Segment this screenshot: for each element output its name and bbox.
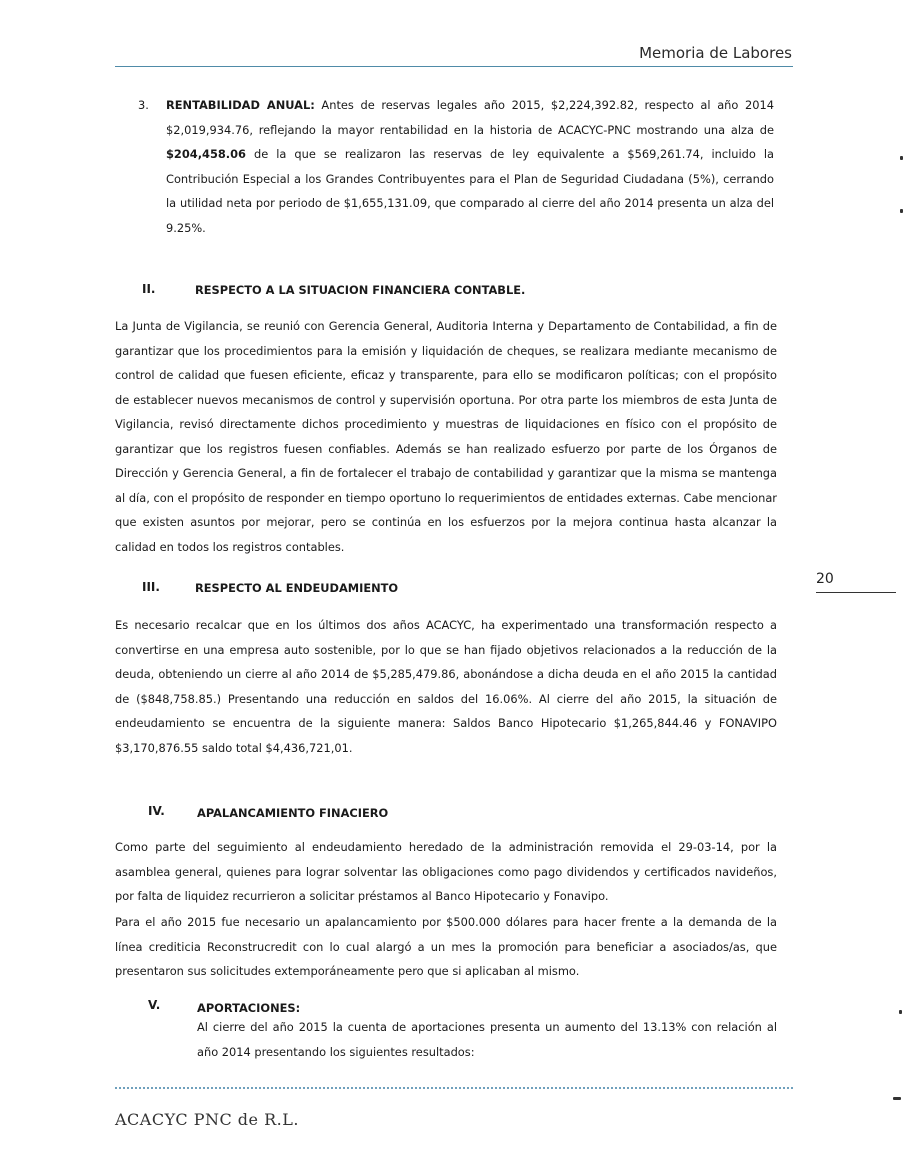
section-number: V.	[148, 998, 161, 1012]
scan-speck	[893, 1097, 901, 1100]
section-body-continued: Para el año 2015 fue necesario un apalancamiento por $500.000 dólares para hacer frente a la demanda de la línea crediticia Reconstrucredit con lo cual alargó a un mes la promoción para beneficiar a asociados/as, que presentaron sus solicitudes extemporáneamente pero que si aplicaban al mismo.	[115, 915, 777, 978]
item3-paragraph	[166, 93, 774, 240]
section-number: II.	[142, 282, 156, 296]
header-divider	[115, 66, 793, 67]
section-body: Al cierre del año 2015 la cuenta de aportaciones presenta un aumento del 13.13% con relación al año 2014 presentando los siguientes resultados:	[197, 1020, 777, 1059]
scan-speck	[900, 156, 903, 160]
page-number-rule	[816, 592, 896, 593]
item3-label: RENTABILIDAD ANUAL:	[166, 98, 315, 112]
section-body: Es necesario recalcar que en los últimos dos años ACACYC, ha experimentado una transformación respecto a convertirse en una empresa auto sostenible, por lo que se han fijado objetivos relacionados a la reducción de la deuda, obteniendo un cierre al año 2014 de $5,285,479.86, abonándose a dicha deuda en el año 2015 la cantidad de ($848,758.85.) Presentando una reducción en saldos del 16.06%. Al cierre del año 2015, la situación de endeudamiento se encuentra de la siguiente manera: Saldos Banco Hipotecario $1,265,844.46 y FONAVIPO $3,170,876.55 saldo total $4,436,721,01.	[115, 618, 777, 755]
section-title: RESPECTO A LA SITUACION FINANCIERA CONTABLE.	[195, 283, 526, 297]
page-number: 20	[816, 571, 834, 587]
section-title: RESPECTO AL ENDEUDAMIENTO	[195, 581, 399, 595]
section-body: Como parte del seguimiento al endeudamiento heredado de la administración removida el 29-03-14, por la asamblea general, quienes para lograr solventar las obligaciones como pago dividendos y certificados navideños, por falta de liquidez recurrieron a solicitar préstamos al Banco Hipotecario y Fonavipo.	[115, 840, 777, 903]
scan-speck	[899, 1010, 902, 1014]
item3-text-b: de la que se realizaron las reservas de ley equivalente a $569,261.74, incluido la Contribución Especial a los Grandes Contribuyentes para el Plan de Seguridad Ciudadana (5%), cerrando la utilidad neta por periodo de $1,655,131.09, que comparado al cierre del año 2014 presenta un alza del 9.25%.	[166, 147, 774, 235]
section-title: APORTACIONES:	[197, 1001, 301, 1015]
footer-divider	[115, 1087, 793, 1089]
section-number: IV.	[148, 804, 165, 818]
section-number: III.	[142, 580, 160, 594]
item-number: 3.	[138, 98, 149, 112]
header-title: Memoria de Labores	[639, 44, 792, 62]
scan-speck	[900, 209, 903, 213]
footer-organization: ACACYC PNC de R.L.	[115, 1110, 299, 1129]
section-title: APALANCAMIENTO FINACIERO	[197, 806, 389, 820]
item3-text-a: Antes de reservas legales año 2015, $2,224,392.82, respecto al año 2014 $2,019,934.76, reflejando la mayor rentabilidad en la historia de ACACYC-PNC mostrando una alza de	[166, 98, 774, 137]
section-body: La Junta de Vigilancia, se reunió con Gerencia General, Auditoria Interna y Departamento de Contabilidad, a fin de garantizar que los procedimientos para la emisión y liquidación de cheques, se realizara mediante mecanismo de control de calidad que fuesen eficiente, eficaz y transparente, para ello se modificaron políticas; con el propósito de establecer nuevos mecanismos de control y supervisión oportuna. Por otra parte los miembros de esta Junta de Vigilancia, revisó directamente dichos procedimiento y muestras de liquidaciones en físico con el propósito de garantizar que los registros fuesen confiables. Además se han realizado esfuerzo por parte de los Órganos de Dirección y Gerencia General, a fin de fortalecer el trabajo de contabilidad y garantizar que la misma se mantenga al día, con el propósito de responder en tiempo oportuno lo requerimientos de entidades externas. Cabe mencionar que existen asuntos por mejorar, pero se continúa en los esfuerzos por la mejora continua hasta alcanzar la calidad en todos los registros contables.	[115, 319, 777, 554]
item3-highlight: $204,458.06	[166, 147, 246, 161]
